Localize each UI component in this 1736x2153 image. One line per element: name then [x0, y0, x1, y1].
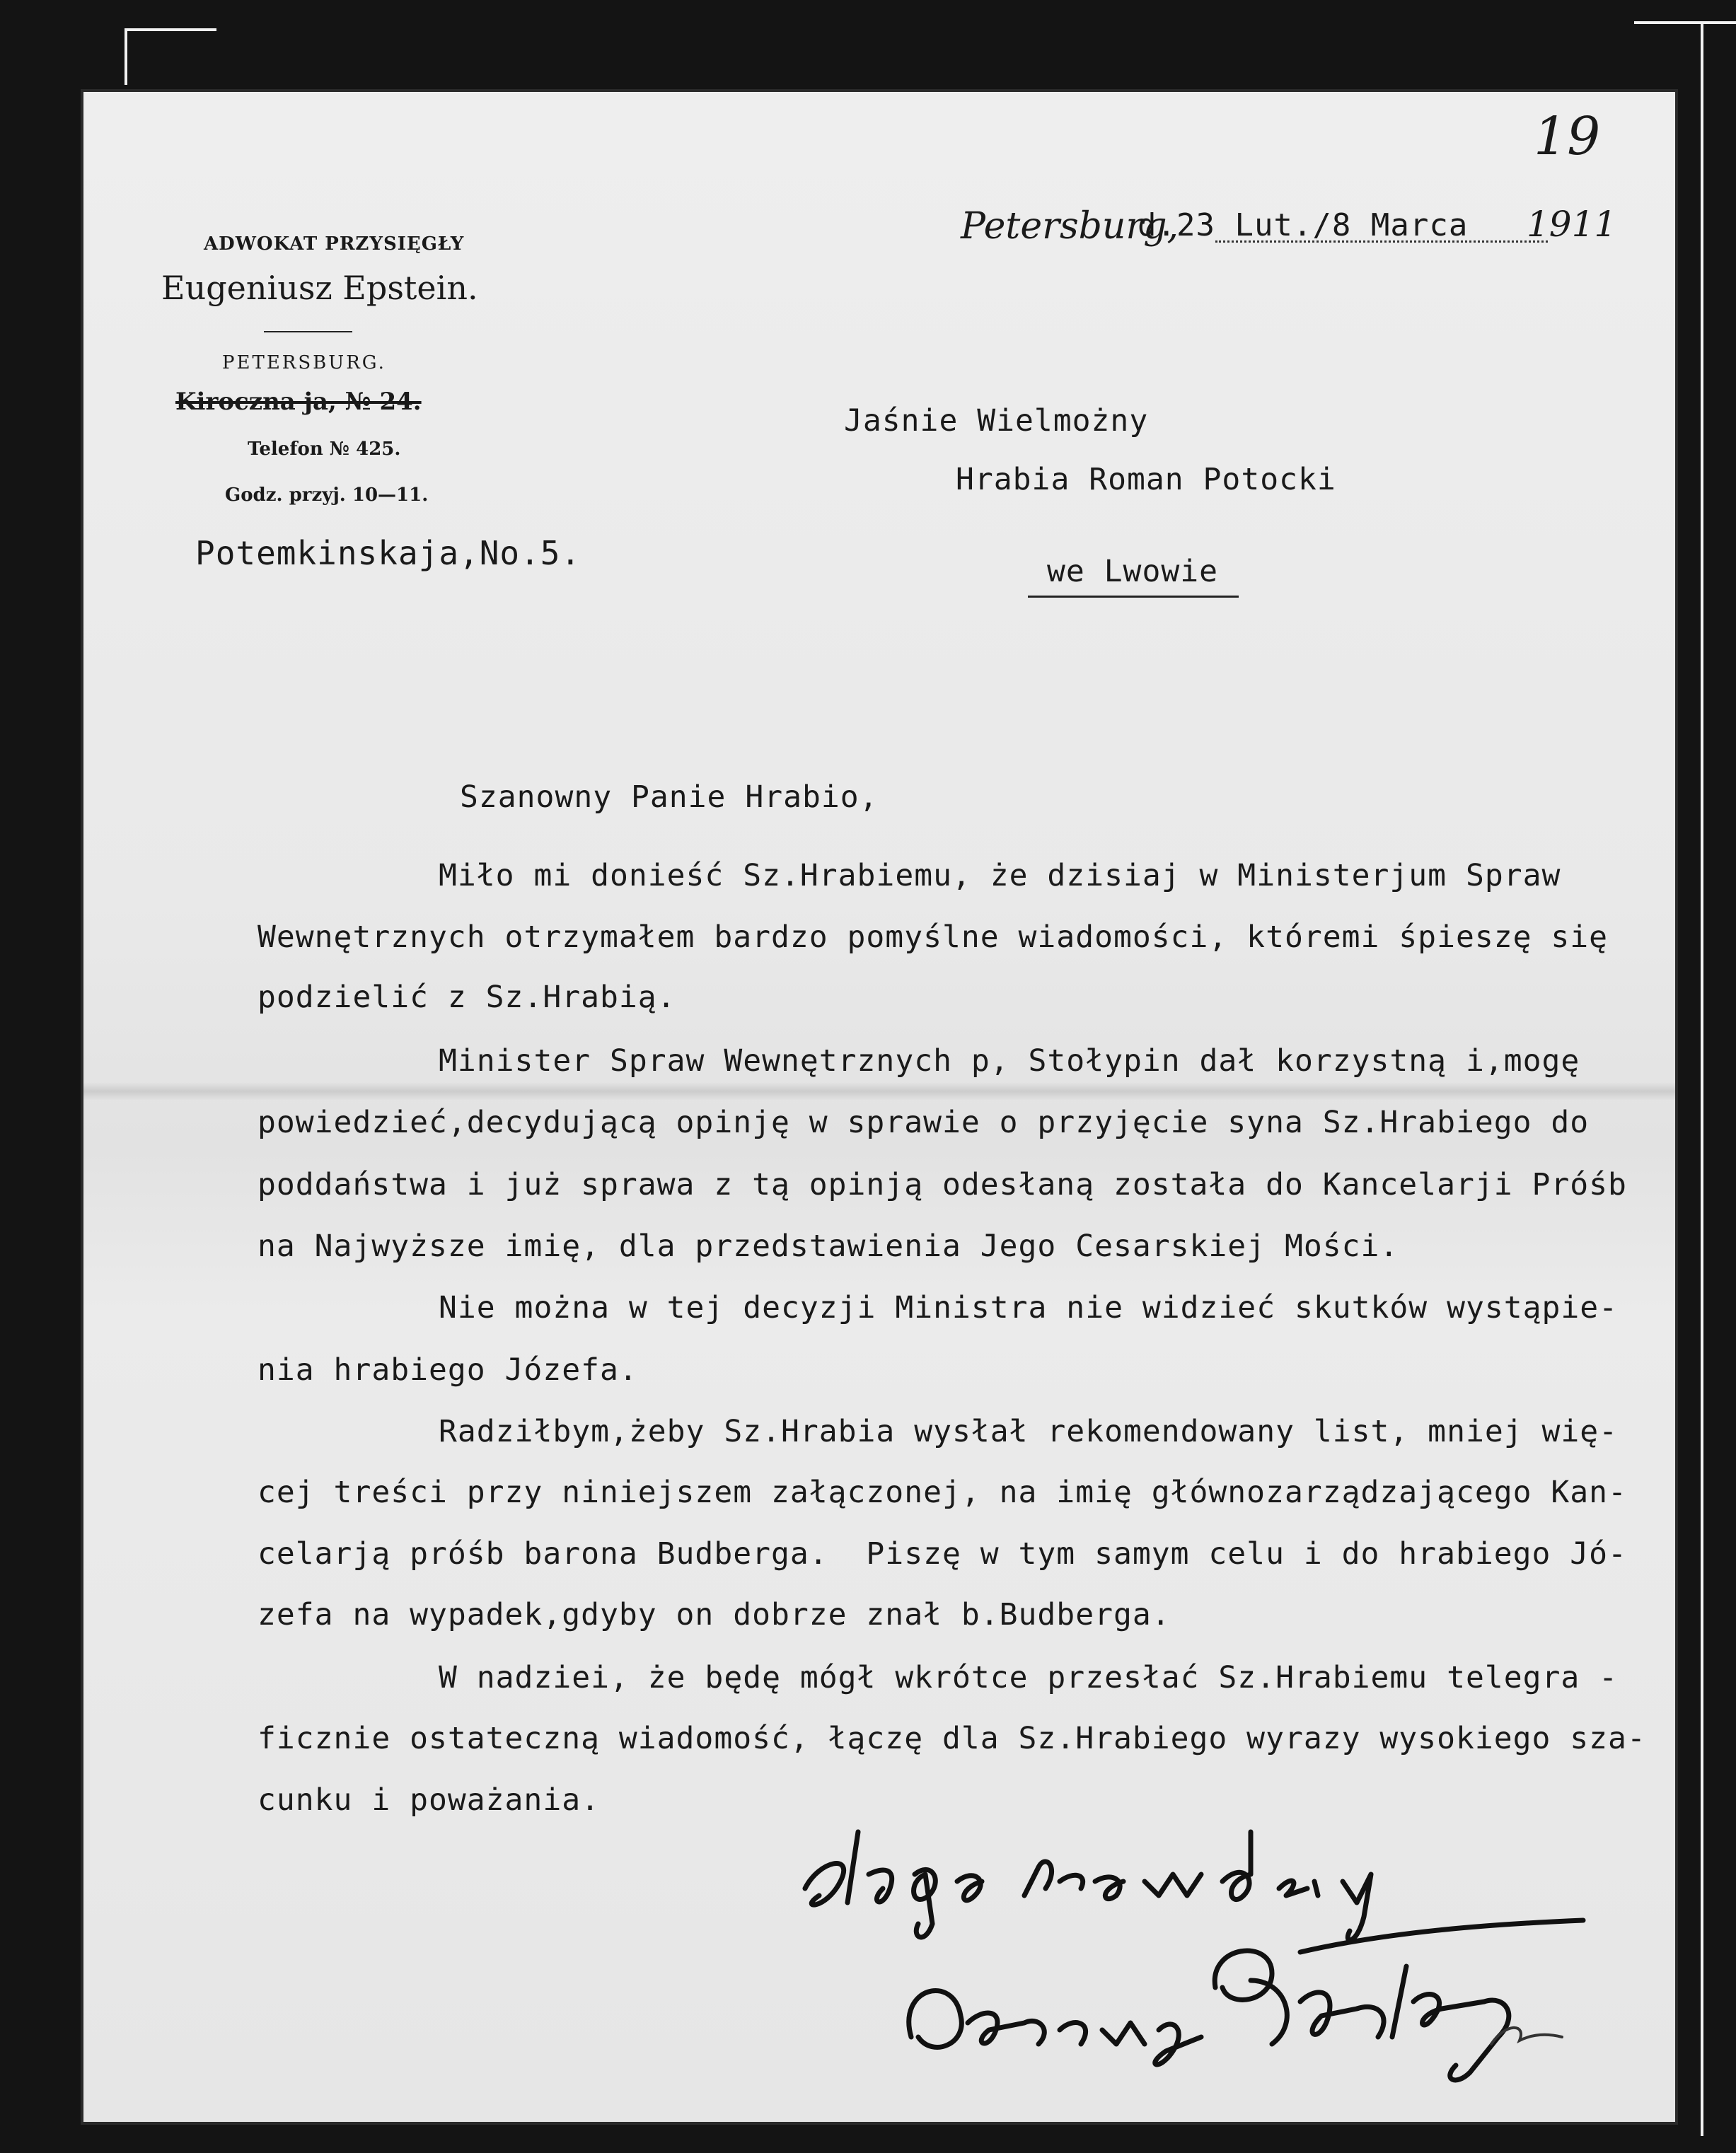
letter-page	[83, 92, 1675, 2122]
letterhead-telephone: Telefon № 425.	[248, 439, 401, 460]
body-line: poddaństwa i już sprawa z tą opinją odesłaną została do Kancelarji Próśb	[257, 1167, 1627, 1202]
letterhead-old-address: Kiroczna ja, № 24.	[175, 388, 422, 416]
paper-fold	[83, 1082, 1675, 1101]
date-year: 1911	[1527, 204, 1617, 245]
body-line: cunku i poważania.	[257, 1782, 600, 1818]
letterhead-divider	[264, 331, 352, 332]
letterhead-role: ADWOKAT PRZYSIĘGŁY	[204, 233, 465, 255]
body-line: W nadziei, że będę mógł wkrótce przesłać Sz.Hrabiemu telegra -	[439, 1660, 1619, 1695]
frame-corner-left	[125, 28, 127, 85]
body-line: Miło mi donieść Sz.Hrabiemu, że dzisiaj w Ministerjum Spraw	[439, 858, 1561, 893]
body-line: Radziłbym,żeby Sz.Hrabia wysłał rekomendowany list, mniej wię-	[439, 1414, 1619, 1449]
date-value: d.23 Lut./8 Marca	[1138, 207, 1469, 243]
frame-right-edge	[1701, 21, 1703, 2136]
body-line: cej treści przy niniejszem załączonej, na imię głównozarządzającego Kan-	[257, 1475, 1627, 1510]
body-line: na Najwyższe imię, dla przedstawienia Jego Cesarskiej Mości.	[257, 1229, 1399, 1264]
recipient-line3: we Lwowie	[1047, 554, 1218, 589]
body-line: nia hrabiego Józefa.	[257, 1352, 638, 1388]
page-number: 19	[1534, 106, 1601, 167]
body-line: zefa na wypadek,gdyby on dobrze znał b.Budberga.	[257, 1597, 1171, 1632]
body-line: Nie można w tej decyzji Ministra nie widzieć skutków wystąpie-	[439, 1290, 1619, 1325]
body-line: podzielić z Sz.Hrabią.	[257, 980, 676, 1015]
recipient-underline	[1028, 596, 1239, 598]
body-line: Wewnętrznych otrzymałem bardzo pomyślne wiadomości, któremi śpieszę się	[257, 919, 1609, 955]
letterhead-city: PETERSBURG.	[222, 352, 386, 373]
date-dotted-line	[1215, 240, 1548, 243]
pencil-mark	[1484, 2016, 1569, 2058]
salutation: Szanowny Panie Hrabio,	[460, 779, 879, 815]
body-line: ficznie ostateczną wiadomość, łączę dla Sz.Hrabiego wyrazy wysokiego sza-	[257, 1721, 1646, 1756]
body-line: powiedzieć,decydującą opinję w sprawie o przyjęcie syna Sz.Hrabiego do	[257, 1105, 1590, 1140]
frame-corner-top	[125, 28, 216, 31]
letterhead-name: Eugeniusz Epstein.	[161, 269, 478, 307]
date-place: Petersburg,	[961, 205, 1179, 248]
body-line: Minister Spraw Wewnętrznych p, Stołypin dał korzystną i,mogę	[439, 1043, 1580, 1079]
letterhead-new-address: Potemkinskaja,No.5.	[195, 534, 581, 572]
recipient-line2: Hrabia Roman Potocki	[956, 462, 1336, 497]
body-line: celarją próśb barona Budberga. Piszę w tym samym celu i do hrabiego Jó-	[257, 1536, 1627, 1572]
letterhead-hours: Godz. przyj. 10—11.	[225, 484, 429, 506]
frame-top-right	[1634, 21, 1736, 24]
recipient-line1: Jaśnie Wielmożny	[844, 403, 1149, 439]
